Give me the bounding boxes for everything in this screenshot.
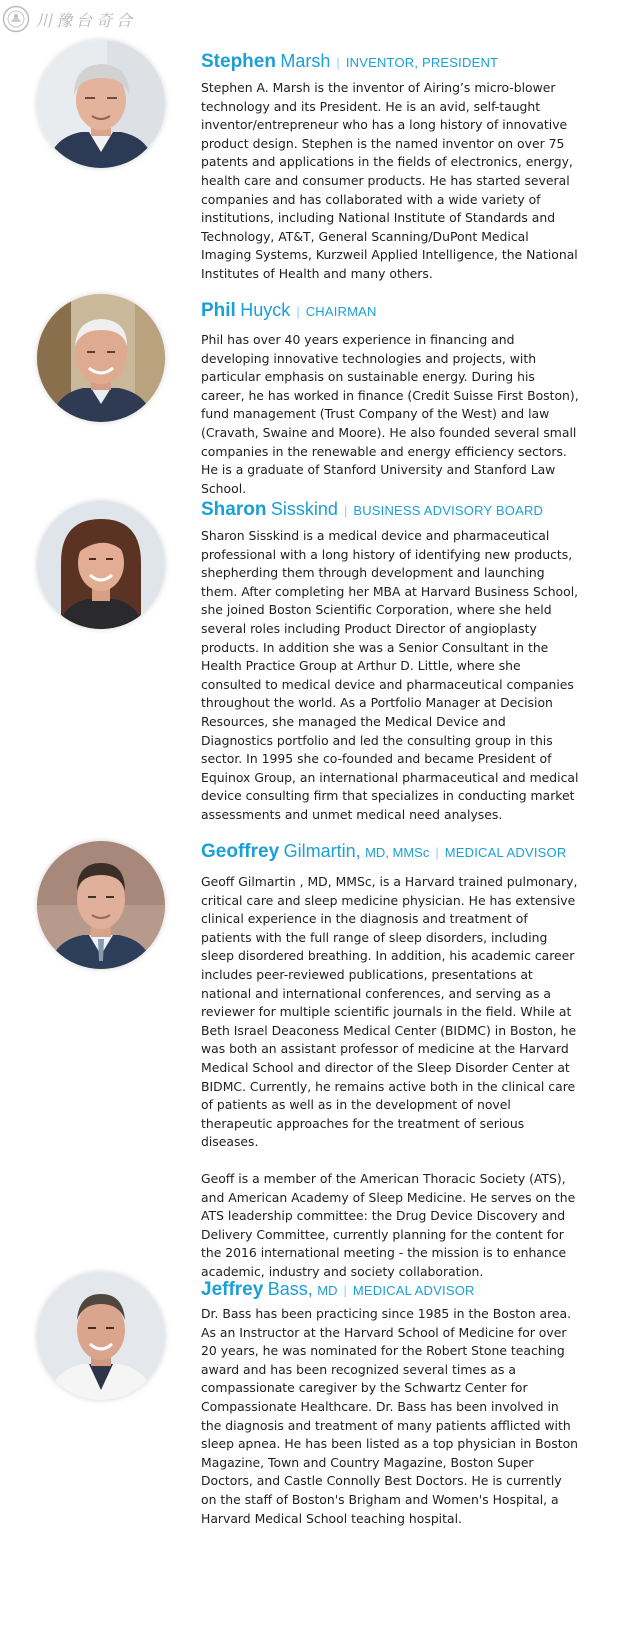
bio	[201, 1305, 579, 1528]
last-name: Bass,	[267, 1279, 313, 1299]
first-name: Sharon	[201, 499, 267, 520]
heading-separator: |	[296, 304, 300, 319]
bio-paragraph: Phil has over 40 years experience in financing and developing innovative technologies and projects, with particular emphasis on sustainable energy. During his career, he has worked in finance (Credit Suisse First Boston), fund management (Trust Company of the West) and law (Cravath, Swaine and Moore). He also founded several small companies in the renewable and energy efficiency sectors. He is a graduate of Stanford University and Stanford Law School.	[201, 332, 579, 496]
role-title: BUSINESS ADVISORY BOARD	[353, 503, 544, 518]
watermark	[2, 4, 136, 34]
first-name: Stephen	[201, 51, 276, 72]
portrait-photo	[37, 294, 165, 422]
last-name: Huyck	[240, 300, 291, 320]
portrait-photo-sharon-sisskind	[37, 501, 165, 629]
bio	[201, 527, 579, 825]
bio-paragraph: Stephen A. Marsh is the inventor of Airing’s micro-blower technology and its President. He is an avid, self-taught inventor/entrepreneur who has a long history of innovative product design. Stephen is the named inventor on over 75 patents and applications in the fields of electronics, energy, health care and consumer products. He has started several companies and has collaborated with a wide variety of institutions, including National Institute of Standards and Technology, AT&T, General Scanning/DuPont Medical Imaging Systems, Kurzweil Applied Intelligence, the National Institutes of Health and many others.	[201, 80, 578, 281]
person-heading	[201, 1276, 475, 1304]
person-heading	[201, 838, 566, 866]
portrait-photo-jeffrey-bass	[37, 1272, 165, 1400]
person-heading	[201, 496, 543, 524]
credentials: MD, MMSc	[365, 845, 430, 860]
portrait-photo-phil-huyck	[37, 294, 165, 422]
bio-paragraph: Geoff Gilmartin , MD, MMSc, is a Harvard trained pulmonary, critical care and sleep medicine physician. He has extensive clinical experience in the diagnosis and treatment of patients with the full range of sleep disorders, including sleep disordered breathing. In addition, his academic career includes peer-reviewed publications, presentations at national and international conferences, and serving as a reviewer for multiple scientific journals in the field. While at Beth Israel Deaconess Medical Center (BIDMC) in Boston, he was both an assistant professor of medicine at the Harvard Medical School and director of the Sleep Disorder Center at BIDMC. Currently, he remains active both in the clinical care of patients as well as in the development of novel therapeutic approaches for the treatment of serious diseases.	[201, 874, 578, 1150]
portrait-photo	[37, 40, 165, 168]
bio-paragraph: Dr. Bass has been practicing since 1985 in the Boston area. As an Instructor at the Harvard School of Medicine for over 20 years, he was nominated for the Robert Stone teaching award and has been recognized several times as a compassionate caregiver by the Schwartz Center for Compassionate Healthcare. Dr. Bass has been involved in the diagnosis and treatment of many patients afflicted with sleep apnea. He has been listed as a top physician in Boston Magazine, Town and Country Magazine, Boston Super Doctors, and Castle Connolly Best Doctors. He is currently on the staff of Boston's Brigham and Women's Hospital, a Harvard Medical School teaching hospital.	[201, 1306, 579, 1526]
role-title: INVENTOR, PRESIDENT	[345, 55, 499, 70]
credentials: MD	[317, 1283, 338, 1298]
first-name: Jeffrey	[201, 1279, 264, 1300]
portrait-photo	[37, 841, 165, 969]
heading-separator: |	[435, 845, 439, 860]
person-heading	[201, 48, 498, 76]
bio	[201, 873, 579, 1281]
heading-separator: |	[336, 55, 340, 70]
role-title: CHAIRMAN	[305, 304, 377, 319]
portrait-photo-geoffrey-gilmartin	[37, 841, 165, 969]
portrait-photo-stephen-marsh	[37, 40, 165, 168]
last-name: Sisskind	[270, 499, 338, 519]
portrait-photo	[37, 501, 165, 629]
role-title: MEDICAL ADVISOR	[444, 845, 567, 860]
last-name: Marsh	[280, 51, 331, 71]
watermark-text: 川豫台奇合	[36, 10, 137, 30]
bio	[201, 79, 579, 284]
bio-paragraph: Sharon Sisskind is a medical device and pharmaceutical professional with a long history of identifying new products, shepherding them through development and launching them. After completing her MBA at Harvard Business School, she joined Boston Scientific Corporation, where she held several roles including Product Director of angioplasty products. In addition she was a Senior Consultant in the Health Practice Group at Arthur D. Little, where she consulted to medical device and pharmaceutical companies throughout the world. As a Portfolio Manager at Decision Resources, she managed the Medical Device and Diagnostics portfolio and led the consulting group in this sector. In 1995 she co-founded and became President of Equinox Group, an international pharmaceutical and medical device consulting firm that specializes in conducting market assessments and unmet medical need analyses.	[201, 528, 579, 822]
person-heading	[201, 297, 377, 325]
heading-separator: |	[343, 1283, 347, 1298]
first-name: Phil	[201, 300, 236, 321]
first-name: Geoffrey	[201, 841, 280, 862]
role-title: MEDICAL ADVISOR	[352, 1283, 475, 1298]
last-name: Gilmartin,	[283, 841, 361, 861]
bio-paragraph: Geoff is a member of the American Thoracic Society (ATS), and American Academy of Sleep Medicine. He serves on the ATS leadership committee: the Drug Device Discovery and Delivery Committee, currently planning for the content for the 2016 international meeting - the mission is to enhance academic, industry and society collaboration.	[201, 1170, 576, 1279]
heading-separator: |	[343, 503, 348, 518]
portrait-photo	[37, 1272, 165, 1400]
bio	[201, 331, 579, 498]
emblem-seal-icon	[2, 5, 30, 33]
